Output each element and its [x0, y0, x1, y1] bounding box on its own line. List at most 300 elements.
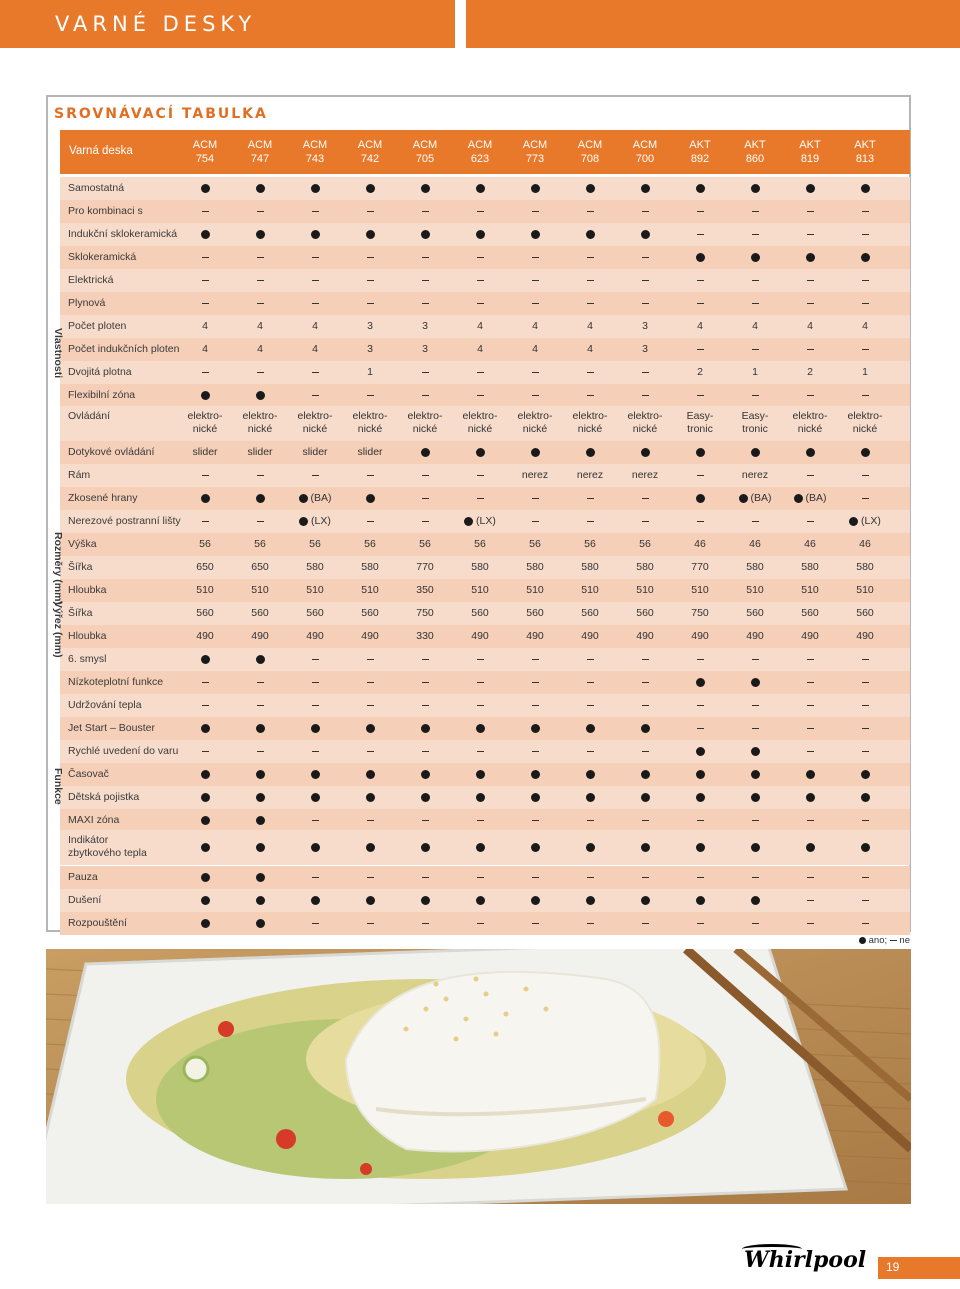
- bullet-icon: [476, 896, 485, 905]
- table-cell: [398, 410, 452, 436]
- table-cell: [343, 791, 397, 804]
- table-cell: [673, 366, 727, 379]
- row-label: Hloubka: [68, 630, 107, 642]
- cell-value: 510: [251, 584, 269, 596]
- dash-icon: [862, 877, 869, 878]
- dash-icon: [587, 705, 594, 706]
- table-cell: [453, 274, 507, 287]
- dash-icon: [752, 705, 759, 706]
- cell-value: 580: [746, 561, 764, 573]
- table-cell: [673, 917, 727, 930]
- bullet-icon: [464, 517, 473, 526]
- column-header: [509, 138, 561, 166]
- dash-icon: [807, 877, 814, 878]
- table-cell: [398, 205, 452, 218]
- table-cell: [288, 297, 342, 310]
- table-cell: [838, 343, 892, 356]
- table-cell: [508, 515, 562, 528]
- cell-value: elektro- nické: [187, 410, 223, 435]
- table-cell: [783, 366, 837, 379]
- cell-value: 56: [199, 538, 211, 550]
- cell-value: 510: [196, 584, 214, 596]
- bullet-icon: [311, 724, 320, 733]
- bullet-icon: [794, 494, 803, 503]
- bullet-icon: [861, 793, 870, 802]
- table-cell: [398, 653, 452, 666]
- bullet-icon: [849, 517, 858, 526]
- table-cell: [838, 228, 892, 241]
- column-model: 813: [855, 153, 875, 165]
- table-cell: [508, 182, 562, 195]
- dash-icon: [532, 659, 539, 660]
- table-cell: [288, 917, 342, 930]
- table-cell: [728, 894, 782, 907]
- table-cell: [783, 389, 837, 402]
- table-cell: [838, 251, 892, 264]
- table-cell: [618, 768, 672, 781]
- table-cell: [233, 814, 287, 827]
- table-cell: [838, 630, 892, 643]
- table-cell: [453, 492, 507, 505]
- table-cell: [178, 722, 232, 735]
- dash-icon: [862, 682, 869, 683]
- cell-note: (LX): [308, 515, 331, 527]
- bullet-icon: [696, 678, 705, 687]
- table-cell: [783, 182, 837, 195]
- bullet-icon: [696, 448, 705, 457]
- bullet-icon: [311, 770, 320, 779]
- bullet-icon: [586, 896, 595, 905]
- cell-value: 2: [807, 366, 813, 378]
- page-title: VARNÉ DESKY: [55, 12, 257, 36]
- table-cell: [728, 205, 782, 218]
- cell-value: slider: [357, 446, 383, 458]
- table-cell: [728, 722, 782, 735]
- table-cell: [508, 722, 562, 735]
- table-cell: [288, 228, 342, 241]
- dash-icon: [532, 705, 539, 706]
- dash-icon: [257, 521, 264, 522]
- table-cell: [343, 894, 397, 907]
- table-cell: [783, 791, 837, 804]
- column-model: 773: [525, 153, 545, 165]
- cell-value: 490: [801, 630, 819, 642]
- table-cell: [233, 205, 287, 218]
- row-label: Nerezové postranní lišty: [68, 515, 181, 527]
- table-cell: [563, 791, 617, 804]
- cell-value: 490: [471, 630, 489, 642]
- column-header: [674, 138, 726, 166]
- cell-value: 1: [862, 366, 868, 378]
- row-label: Dětská pojistka: [68, 791, 140, 803]
- table-cell: [288, 630, 342, 643]
- dash-icon: [477, 280, 484, 281]
- table-cell: [233, 561, 287, 574]
- cell-value: 770: [416, 561, 434, 573]
- table-cell: [343, 297, 397, 310]
- column-brand: AKT: [689, 139, 711, 151]
- column-model: 708: [580, 153, 600, 165]
- table-cell: [343, 366, 397, 379]
- dash-icon: [642, 257, 649, 258]
- table-cell: [563, 630, 617, 643]
- table-cell: [728, 366, 782, 379]
- cell-value: 4: [862, 320, 868, 332]
- table-cell: [838, 871, 892, 884]
- bullet-icon: [311, 843, 320, 852]
- bullet-icon: [366, 724, 375, 733]
- dash-icon: [697, 280, 704, 281]
- bullet-icon: [641, 793, 650, 802]
- cell-value: 56: [419, 538, 431, 550]
- column-model: 892: [690, 153, 710, 165]
- table-cell: [508, 274, 562, 287]
- dash-icon: [807, 280, 814, 281]
- table-cell: [343, 722, 397, 735]
- table-cell: [508, 343, 562, 356]
- dash-icon: [422, 257, 429, 258]
- dash-icon: [752, 234, 759, 235]
- cell-value: 580: [636, 561, 654, 573]
- bullet-icon: [256, 873, 265, 882]
- table-cell: [618, 699, 672, 712]
- dash-icon: [807, 705, 814, 706]
- column-model: 742: [360, 153, 380, 165]
- row-label: Výška: [68, 538, 97, 550]
- table-cell: [343, 745, 397, 758]
- dash-icon: [807, 900, 814, 901]
- dash-icon: [312, 303, 319, 304]
- table-cell: [783, 492, 837, 505]
- table-cell: [673, 745, 727, 758]
- dash-icon: [862, 820, 869, 821]
- dash-icon: [807, 475, 814, 476]
- dash-icon: [532, 521, 539, 522]
- bullet-icon: [696, 843, 705, 852]
- cell-value: 490: [251, 630, 269, 642]
- table-cell: [343, 343, 397, 356]
- table-cell: [178, 630, 232, 643]
- table-cell: [398, 561, 452, 574]
- cell-value: elektro- nické: [627, 410, 663, 435]
- dash-icon: [752, 349, 759, 350]
- bullet-icon: [256, 919, 265, 928]
- cell-value: slider: [247, 446, 273, 458]
- table-cell: [728, 561, 782, 574]
- table-cell: [618, 343, 672, 356]
- table-cell: [398, 768, 452, 781]
- table-cell: [838, 274, 892, 287]
- table-cell: [783, 841, 837, 854]
- table-cell: [453, 320, 507, 333]
- table-cell: [673, 469, 727, 482]
- table-cell: [563, 561, 617, 574]
- bullet-icon: [696, 494, 705, 503]
- table-cell: [838, 320, 892, 333]
- table-cell: [288, 814, 342, 827]
- table-cell: [728, 653, 782, 666]
- legend: [859, 935, 910, 946]
- table-cell: [673, 446, 727, 459]
- table-cell: [233, 699, 287, 712]
- table-cell: [508, 814, 562, 827]
- bullet-icon: [421, 448, 430, 457]
- table-cell: [783, 699, 837, 712]
- column-brand: AKT: [799, 139, 821, 151]
- row-label: Plynová: [68, 297, 106, 309]
- table-cell: [618, 745, 672, 758]
- table-cell: [508, 791, 562, 804]
- table-cell: [233, 538, 287, 551]
- table-cell: [618, 251, 672, 264]
- cell-value: elektro- nické: [297, 410, 333, 435]
- column-header: [344, 138, 396, 166]
- table-cell: [398, 894, 452, 907]
- dash-icon: [862, 751, 869, 752]
- dash-icon: [587, 751, 594, 752]
- table-cell: [563, 745, 617, 758]
- bullet-icon: [201, 843, 210, 852]
- table-cell: [288, 366, 342, 379]
- table-cell: [728, 630, 782, 643]
- table-cell: [178, 676, 232, 689]
- table-cell: [618, 894, 672, 907]
- bullet-icon: [751, 770, 760, 779]
- table-cell: [618, 389, 672, 402]
- cell-value: 510: [526, 584, 544, 596]
- table-cell: [838, 584, 892, 597]
- table-cell: [343, 871, 397, 884]
- cell-value: 4: [697, 320, 703, 332]
- table-cell: [178, 607, 232, 620]
- bullet-icon: [586, 448, 595, 457]
- cell-value: 4: [532, 320, 538, 332]
- table-cell: [783, 251, 837, 264]
- table-cell: [563, 492, 617, 505]
- table-cell: [673, 584, 727, 597]
- dash-icon: [367, 211, 374, 212]
- bullet-icon: [201, 230, 210, 239]
- cell-value: 56: [364, 538, 376, 550]
- table-cell: [673, 410, 727, 436]
- table-cell: [233, 917, 287, 930]
- table-cell: [618, 205, 672, 218]
- table-cell: [618, 274, 672, 287]
- row-label: Časovač: [68, 768, 109, 780]
- dash-icon: [367, 280, 374, 281]
- bullet-icon: [366, 896, 375, 905]
- dash-icon: [642, 521, 649, 522]
- table-cell: [398, 492, 452, 505]
- table-cell: [178, 366, 232, 379]
- bullet-icon: [859, 937, 866, 944]
- dash-icon: [312, 923, 319, 924]
- table-cell: [618, 814, 672, 827]
- table-cell: [233, 343, 287, 356]
- dash-icon: [532, 211, 539, 212]
- cell-value: nerez: [576, 469, 604, 481]
- table-cell: [618, 228, 672, 241]
- table-cell: [508, 561, 562, 574]
- dash-icon: [807, 234, 814, 235]
- table-cell: [673, 630, 727, 643]
- table-cell: [783, 653, 837, 666]
- dash-icon: [862, 395, 869, 396]
- column-brand: ACM: [192, 139, 218, 151]
- cell-value: 4: [202, 343, 208, 355]
- dash-icon: [532, 923, 539, 924]
- row-label: Ovládání: [68, 410, 111, 422]
- dash-icon: [477, 395, 484, 396]
- cell-value: 560: [636, 607, 654, 619]
- dash-icon: [257, 682, 264, 683]
- row-label: Počet ploten: [68, 320, 127, 332]
- table-cell: [453, 814, 507, 827]
- dash-icon: [697, 728, 704, 729]
- dash-icon: [312, 475, 319, 476]
- table-cell: [838, 814, 892, 827]
- table-cell: [343, 492, 397, 505]
- table-cell: [453, 630, 507, 643]
- cell-value: 4: [752, 320, 758, 332]
- bullet-icon: [641, 230, 650, 239]
- bullet-icon: [751, 678, 760, 687]
- cell-value: 46: [694, 538, 706, 550]
- table-cell: [563, 274, 617, 287]
- bullet-icon: [586, 843, 595, 852]
- dash-icon: [752, 923, 759, 924]
- column-model: 747: [250, 153, 270, 165]
- table-cell: [453, 841, 507, 854]
- table-cell: [233, 515, 287, 528]
- table-cell: [838, 607, 892, 620]
- bullet-icon: [421, 793, 430, 802]
- bullet-icon: [531, 770, 540, 779]
- dash-icon: [587, 372, 594, 373]
- dash-icon: [697, 211, 704, 212]
- table-cell: [508, 630, 562, 643]
- dash-icon: [862, 280, 869, 281]
- dash-icon: [367, 395, 374, 396]
- table-cell: [288, 894, 342, 907]
- table-cell: [233, 791, 287, 804]
- bullet-icon: [751, 253, 760, 262]
- table-cell: [563, 366, 617, 379]
- dash-icon: [642, 395, 649, 396]
- column-header: [564, 138, 616, 166]
- dash-icon: [807, 211, 814, 212]
- dash-icon: [587, 923, 594, 924]
- table-cell: [618, 366, 672, 379]
- cell-value: 560: [306, 607, 324, 619]
- cell-value: elektro- nické: [462, 410, 498, 435]
- bullet-icon: [201, 391, 210, 400]
- bullet-icon: [861, 448, 870, 457]
- table-cell: [728, 320, 782, 333]
- dash-icon: [752, 395, 759, 396]
- dash-icon: [202, 682, 209, 683]
- bullet-icon: [806, 793, 815, 802]
- column-model: 819: [800, 153, 820, 165]
- bullet-icon: [366, 770, 375, 779]
- table-cell: [673, 297, 727, 310]
- dash-icon: [752, 211, 759, 212]
- table-cell: [838, 515, 892, 528]
- bullet-icon: [476, 724, 485, 733]
- table-cell: [838, 446, 892, 459]
- table-cell: [453, 791, 507, 804]
- dash-icon: [477, 820, 484, 821]
- bullet-icon: [476, 230, 485, 239]
- dash-icon: [532, 257, 539, 258]
- bullet-icon: [476, 184, 485, 193]
- cell-value: 510: [471, 584, 489, 596]
- table-cell: [618, 653, 672, 666]
- table-cell: [728, 410, 782, 436]
- bullet-icon: [861, 770, 870, 779]
- table-cell: [838, 182, 892, 195]
- cell-value: 510: [746, 584, 764, 596]
- dash-icon: [862, 211, 869, 212]
- table-cell: [343, 561, 397, 574]
- table-cell: [178, 182, 232, 195]
- bullet-icon: [421, 230, 430, 239]
- dash-icon: [642, 372, 649, 373]
- table-cell: [178, 841, 232, 854]
- dash-icon: [477, 498, 484, 499]
- table-cell: [563, 699, 617, 712]
- bullet-icon: [201, 770, 210, 779]
- cell-value: 4: [477, 343, 483, 355]
- cell-note: (BA): [747, 492, 772, 504]
- table-cell: [398, 699, 452, 712]
- column-brand: ACM: [357, 139, 383, 151]
- table-cell: [728, 699, 782, 712]
- dash-icon: [642, 280, 649, 281]
- table-cell: [728, 492, 782, 505]
- bullet-icon: [806, 253, 815, 262]
- bullet-icon: [531, 724, 540, 733]
- table-cell: [178, 917, 232, 930]
- cell-value: 490: [196, 630, 214, 642]
- table-cell: [838, 841, 892, 854]
- legend-no: ne: [899, 935, 910, 946]
- dash-icon: [422, 877, 429, 878]
- bullet-icon: [641, 448, 650, 457]
- row-label: Pauza: [68, 871, 98, 883]
- table-cell: [343, 182, 397, 195]
- table-cell: [618, 469, 672, 482]
- table-cell: [343, 274, 397, 287]
- table-cell: [398, 676, 452, 689]
- dash-icon: [862, 728, 869, 729]
- dash-icon: [202, 475, 209, 476]
- table-cell: [508, 584, 562, 597]
- table-cell: [508, 676, 562, 689]
- cell-value: 490: [526, 630, 544, 642]
- dash-icon: [422, 475, 429, 476]
- cell-value: 4: [312, 343, 318, 355]
- table-cell: [233, 768, 287, 781]
- bullet-icon: [366, 494, 375, 503]
- bullet-icon: [311, 230, 320, 239]
- bullet-icon: [641, 184, 650, 193]
- dash-icon: [862, 303, 869, 304]
- bullet-icon: [256, 724, 265, 733]
- table-cell: [838, 699, 892, 712]
- cell-value: slider: [192, 446, 218, 458]
- cell-value: 3: [422, 320, 428, 332]
